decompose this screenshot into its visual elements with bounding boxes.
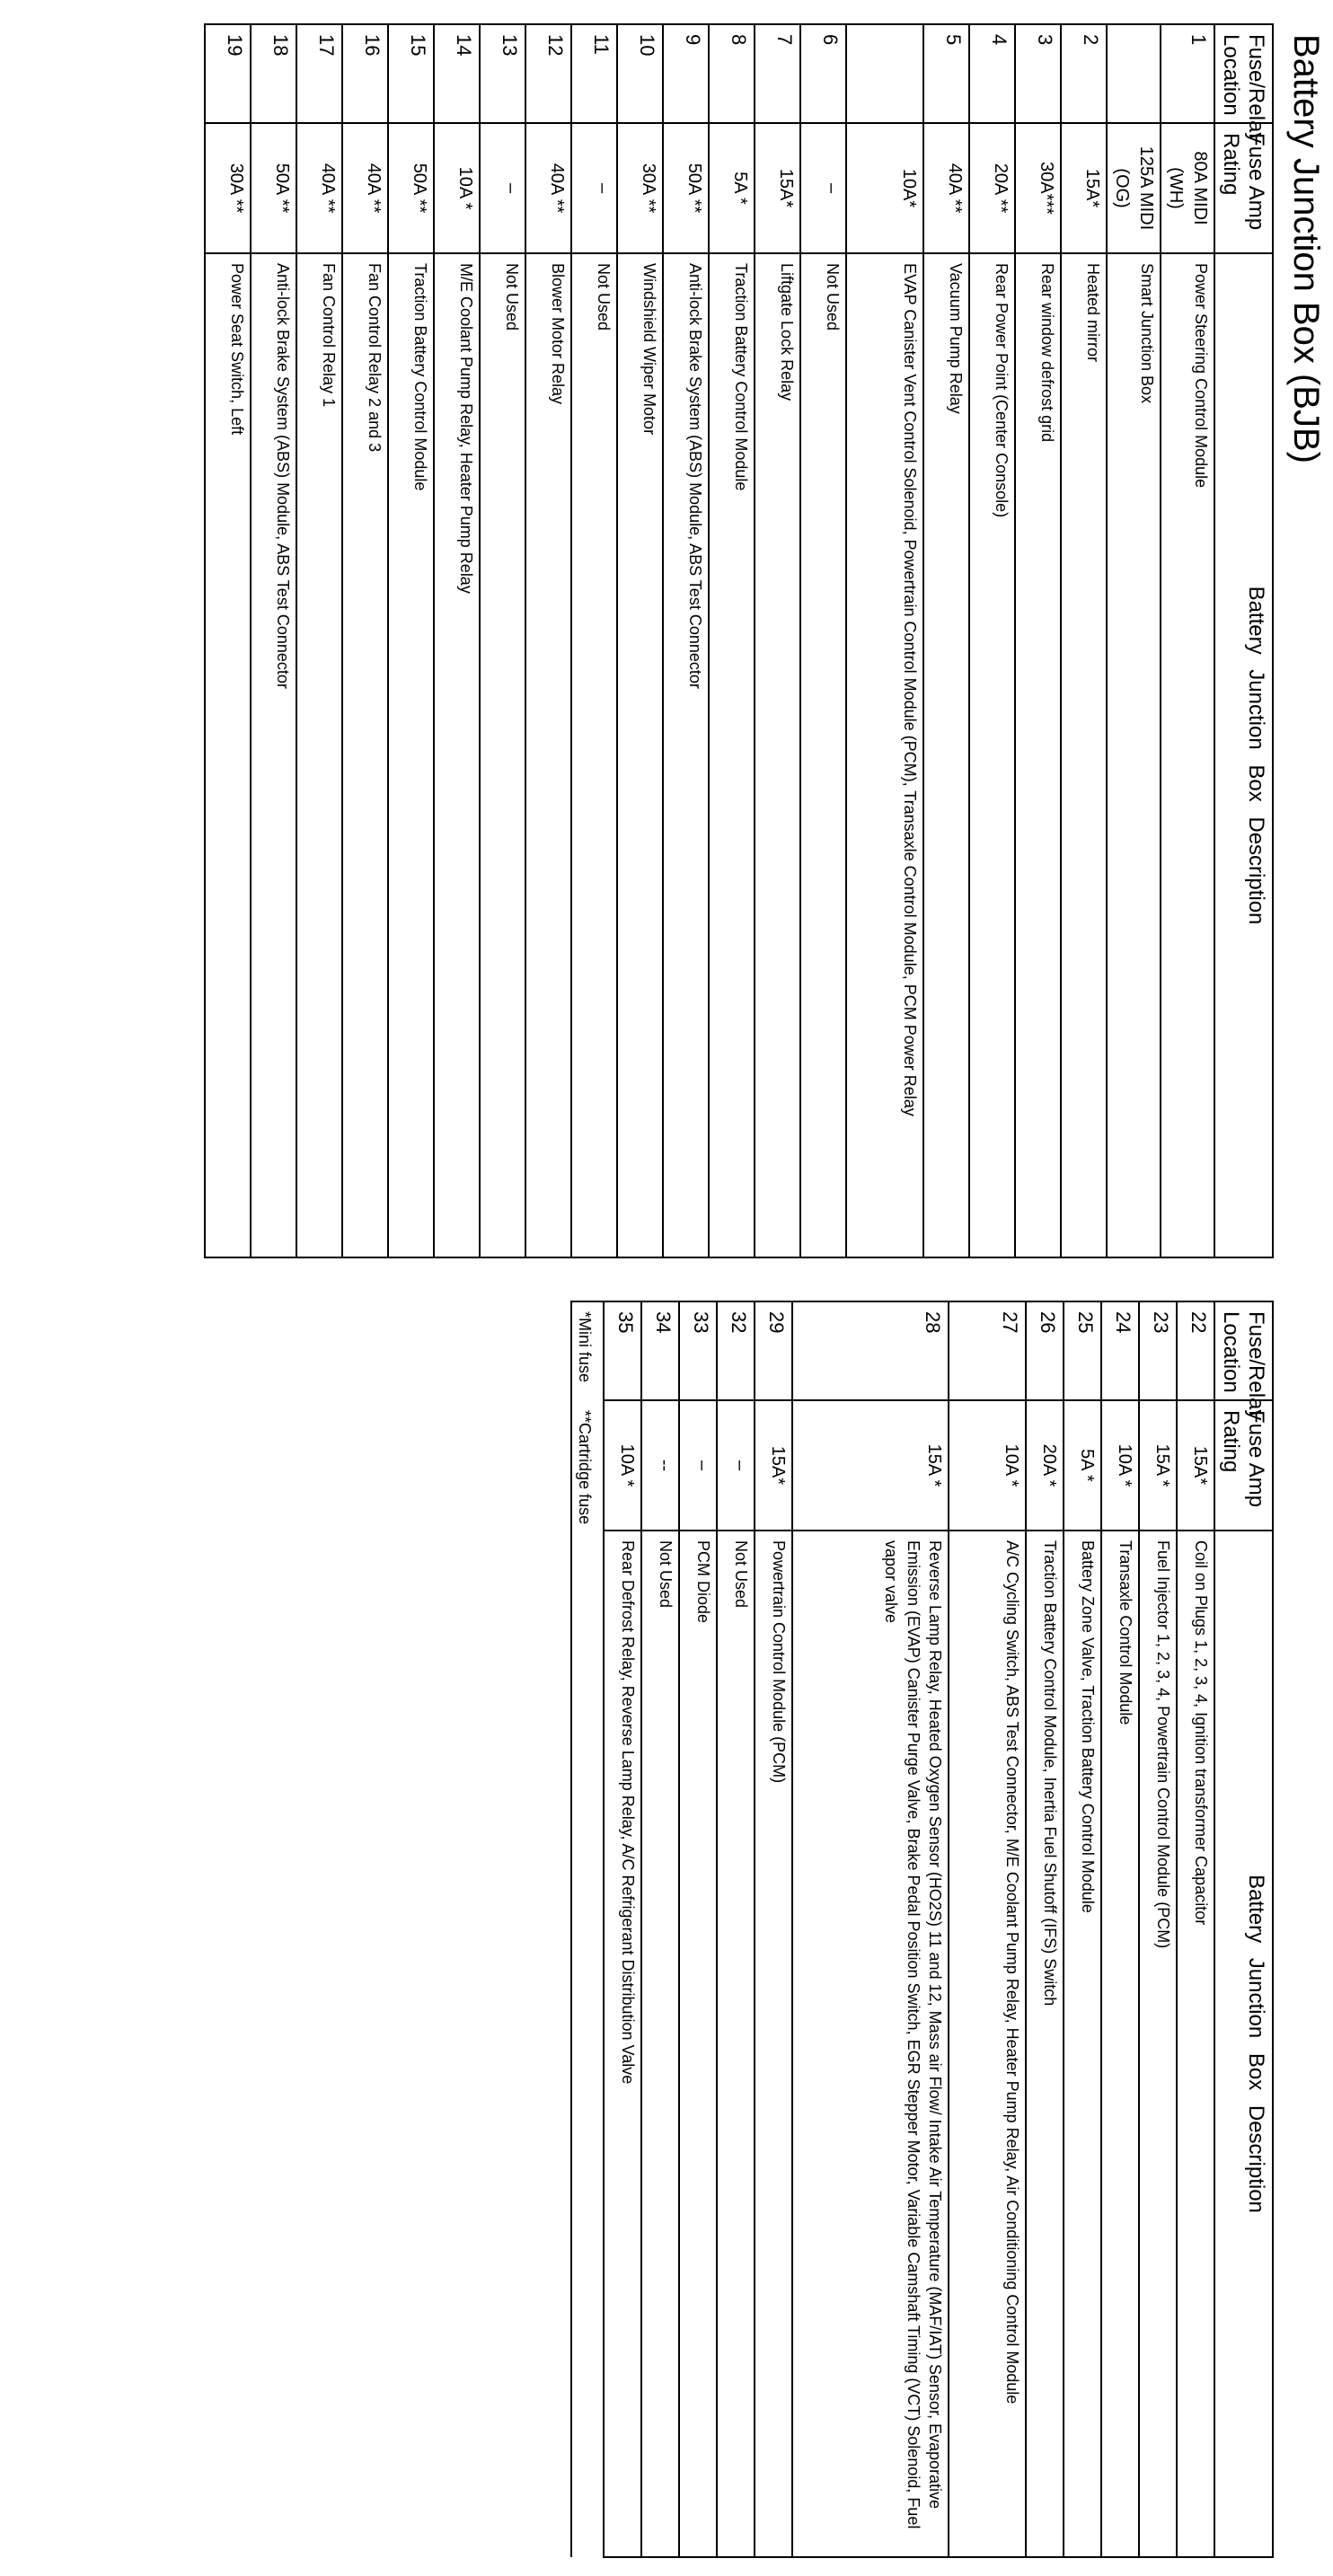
table-row bbox=[755, 24, 800, 1257]
table-row bbox=[792, 1301, 949, 2557]
table-row bbox=[969, 24, 1015, 1257]
fuse-description: A/C Cycling Switch, ABS Test Connector, M/E Coolant Pump Relay, Heater Pump Relay, Air Conditioning Control Module bbox=[949, 1531, 1026, 2557]
fuse-rating: 30A ** bbox=[205, 123, 251, 253]
fuse-location: 14 bbox=[434, 24, 480, 123]
fuse-rating: 20A * bbox=[1026, 1400, 1064, 1531]
fuse-description: EVAP Canister Vent Control Solenoid, Powertrain Control Module (PCM), Transaxle Control Module, PCM Power Relay bbox=[846, 253, 923, 1257]
table-row bbox=[709, 24, 755, 1257]
fuse-description: Power Seat Switch, Left bbox=[205, 253, 251, 1257]
fuse-location: 34 bbox=[641, 1301, 679, 1400]
fuse-rating: 40A ** bbox=[342, 123, 388, 253]
fuse-description: Rear window defrost grid bbox=[1015, 253, 1061, 1257]
fuse-description: Fan Control Relay 2 and 3 bbox=[342, 253, 388, 1257]
table-row bbox=[296, 24, 342, 1257]
fuse-rating: 20A ** bbox=[969, 123, 1015, 253]
fuse-rating: 40A ** bbox=[296, 123, 342, 253]
table-row bbox=[388, 24, 434, 1257]
fuse-description: Traction Battery Control Module bbox=[388, 253, 434, 1257]
fuse-description: Smart Junction Box bbox=[1107, 253, 1161, 1257]
fuse-description: Not Used bbox=[800, 253, 846, 1257]
fuse-location: 2 bbox=[1061, 24, 1107, 123]
header-description: Battery Junction Box Description bbox=[1214, 253, 1273, 1257]
fuse-description: Battery Zone Valve, Traction Battery Control Module bbox=[1064, 1531, 1101, 2557]
fuse-rating: – bbox=[679, 1400, 717, 1531]
fuse-rating: 30A ** bbox=[617, 123, 663, 253]
legend-mini-fuse: *Mini fuse bbox=[575, 1311, 594, 1383]
fuse-rating: 40A ** bbox=[923, 123, 969, 253]
page-title: Battery Junction Box (BJB) bbox=[1286, 34, 1326, 463]
fuse-location: 19 bbox=[205, 24, 251, 123]
fuse-location: 16 bbox=[342, 24, 388, 123]
table-row bbox=[251, 24, 296, 1257]
fuse-location: 23 bbox=[1139, 1301, 1177, 1400]
fuse-description: Not Used bbox=[480, 253, 525, 1257]
fuse-description: Anti-lock Brake System (ABS) Module, ABS Test Connector bbox=[251, 253, 296, 1257]
table-row bbox=[923, 24, 969, 1257]
fuse-rating: 15A * bbox=[792, 1400, 949, 1531]
fuse-description: Not Used bbox=[571, 253, 617, 1257]
fuse-location: 7 bbox=[755, 24, 800, 123]
fuse-rating: – bbox=[571, 123, 617, 253]
fuse-description: Liftgate Lock Relay bbox=[755, 253, 800, 1257]
fuse-rating: 10A * bbox=[949, 1400, 1026, 1531]
fuse-location: 8 bbox=[709, 24, 755, 123]
fuse-description: Rear Defrost Relay, Reverse Lamp Relay, A/C Refrigerant Distribution Valve bbox=[604, 1531, 641, 2557]
fuse-location: 6 bbox=[800, 24, 846, 123]
fuse-location: 29 bbox=[755, 1301, 792, 1400]
fuse-rating: 15A* bbox=[1061, 123, 1107, 253]
table-row bbox=[604, 1301, 641, 2557]
table-row bbox=[1101, 1301, 1139, 2557]
table-row bbox=[1061, 24, 1107, 1257]
header-location: Fuse/Relay Location bbox=[1214, 1301, 1273, 1400]
table-row bbox=[617, 24, 663, 1257]
fuse-location: 1 bbox=[1161, 24, 1214, 123]
fuse-location: 4 bbox=[969, 24, 1015, 123]
header-location: Fuse/Relay Location bbox=[1214, 24, 1273, 123]
fuse-description: Fan Control Relay 1 bbox=[296, 253, 342, 1257]
fuse-rating: -- bbox=[641, 1400, 679, 1531]
fuse-description: PCM Diode bbox=[679, 1531, 717, 2557]
fuse-rating: 15A* bbox=[1177, 1400, 1214, 1531]
fuse-location: 24 bbox=[1101, 1301, 1139, 1400]
fuse-rating: 15A* bbox=[755, 123, 800, 253]
fuse-rating: 80A MIDI (WH) bbox=[1161, 123, 1214, 253]
table-row bbox=[205, 24, 251, 1257]
table-row bbox=[1161, 24, 1214, 1257]
table-row bbox=[800, 24, 846, 1257]
fuse-rating: 5A * bbox=[1064, 1400, 1101, 1531]
fuse-location: 10 bbox=[617, 24, 663, 123]
table-row bbox=[717, 1301, 755, 2557]
fuse-description: Not Used bbox=[717, 1531, 755, 2557]
table-row bbox=[342, 24, 388, 1257]
fuse-description: Not Used bbox=[641, 1531, 679, 2557]
fuse-description: Transaxle Control Module bbox=[1101, 1531, 1139, 2557]
fuse-location bbox=[1107, 24, 1161, 123]
fuse-description: Power Steering Control Module bbox=[1161, 253, 1214, 1257]
fuse-rating: – bbox=[480, 123, 525, 253]
table-row bbox=[949, 1301, 1026, 2557]
fuse-rating: 15A* bbox=[755, 1400, 792, 1531]
table-row bbox=[1026, 1301, 1064, 2557]
fuse-table-right bbox=[570, 1301, 1274, 2558]
fuse-rating: 50A ** bbox=[663, 123, 709, 253]
legend-row bbox=[571, 1301, 604, 2557]
fuse-rating: 10A * bbox=[1101, 1400, 1139, 1531]
header-rating: Fuse Amp Rating bbox=[1214, 1400, 1273, 1531]
header-description: Battery Junction Box Description bbox=[1214, 1531, 1273, 2557]
fuse-description: Reverse Lamp Relay, Heated Oxygen Sensor (HO2S) 11 and 12, Mass air Flow/ Intake Air Temperature (MAF/IAT) Sensor, Evaporative Emission (EVAP) Canister Purge Valve, Brake Pedal Position Switch, EGR Stepper Motor, Variable Camshaft Timing (VCT) Solenoid, Fuel vapor valve bbox=[792, 1531, 949, 2557]
table-row bbox=[1139, 1301, 1177, 2557]
fuse-description: Traction Battery Control Module bbox=[709, 253, 755, 1257]
table-row bbox=[571, 24, 617, 1257]
fuse-location: 18 bbox=[251, 24, 296, 123]
fuse-rating: 50A ** bbox=[251, 123, 296, 253]
fuse-rating: 10A* bbox=[846, 123, 923, 253]
table-row bbox=[755, 1301, 792, 2557]
fuse-rating: 40A ** bbox=[525, 123, 571, 253]
fuse-rating: 125A MIDI (OG) bbox=[1107, 123, 1161, 253]
fuse-location bbox=[846, 24, 923, 123]
fuse-description: M/E Coolant Pump Relay, Heater Pump Relay bbox=[434, 253, 480, 1257]
fuse-location: 5 bbox=[923, 24, 969, 123]
fuse-rating: 5A * bbox=[709, 123, 755, 253]
fuse-location: 13 bbox=[480, 24, 525, 123]
table-row bbox=[480, 24, 525, 1257]
fuse-location: 12 bbox=[525, 24, 571, 123]
table-row bbox=[663, 24, 709, 1257]
fuse-location: 25 bbox=[1064, 1301, 1101, 1400]
fuse-location: 32 bbox=[717, 1301, 755, 1400]
fuse-location: 11 bbox=[571, 24, 617, 123]
fuse-description: Heated mirror bbox=[1061, 253, 1107, 1257]
fuse-description: Blower Motor Relay bbox=[525, 253, 571, 1257]
fuse-description: Windshield Wiper Motor bbox=[617, 253, 663, 1257]
fuse-location: 22 bbox=[1177, 1301, 1214, 1400]
fuse-rating: 50A ** bbox=[388, 123, 434, 253]
fuse-rating: 30A*** bbox=[1015, 123, 1061, 253]
header-rating: Fuse Amp Rating bbox=[1214, 123, 1273, 253]
fuse-location: 28 bbox=[792, 1301, 949, 1400]
fuse-description: Vacuum Pump Relay bbox=[923, 253, 969, 1257]
fuse-description: Powertrain Control Module (PCM) bbox=[755, 1531, 792, 2557]
fuse-rating: 15A * bbox=[1139, 1400, 1177, 1531]
fuse-location: 17 bbox=[296, 24, 342, 123]
fuse-description: Traction Battery Control Module, Inertia Fuel Shutoff (IFS) Switch bbox=[1026, 1531, 1064, 2557]
table-row bbox=[1064, 1301, 1101, 2557]
table-row bbox=[1015, 24, 1061, 1257]
table-row bbox=[525, 24, 571, 1257]
table-row bbox=[679, 1301, 717, 2557]
fuse-description: Anti-lock Brake System (ABS) Module, ABS Test Connector bbox=[663, 253, 709, 1257]
legend-cartridge-fuse: **Cartridge fuse bbox=[575, 1410, 594, 1525]
fuse-location: 27 bbox=[949, 1301, 1026, 1400]
table-row bbox=[1177, 1301, 1214, 2557]
fuse-location: 35 bbox=[604, 1301, 641, 1400]
fuse-rating: – bbox=[717, 1400, 755, 1531]
table-row bbox=[1107, 24, 1161, 1257]
fuse-description: Rear Power Point (Center Console) bbox=[969, 253, 1015, 1257]
fuse-location: 9 bbox=[663, 24, 709, 123]
fuse-rating: 10A * bbox=[604, 1400, 641, 1531]
fuse-rating: 10A * bbox=[434, 123, 480, 253]
table-row bbox=[641, 1301, 679, 2557]
fuse-description: Coil on Plugs 1, 2, 3, 4, Ignition transformer Capacitor bbox=[1177, 1531, 1214, 2557]
fuse-table-left bbox=[204, 23, 1274, 1258]
fuse-location: 3 bbox=[1015, 24, 1061, 123]
fuse-description: Fuel Injector 1, 2, 3, 4, Powertrain Control Module (PCM) bbox=[1139, 1531, 1177, 2557]
table-row bbox=[434, 24, 480, 1257]
fuse-location: 15 bbox=[388, 24, 434, 123]
fuse-rating: – bbox=[800, 123, 846, 253]
fuse-location: 33 bbox=[679, 1301, 717, 1400]
table-row bbox=[846, 24, 923, 1257]
fuse-location: 26 bbox=[1026, 1301, 1064, 1400]
